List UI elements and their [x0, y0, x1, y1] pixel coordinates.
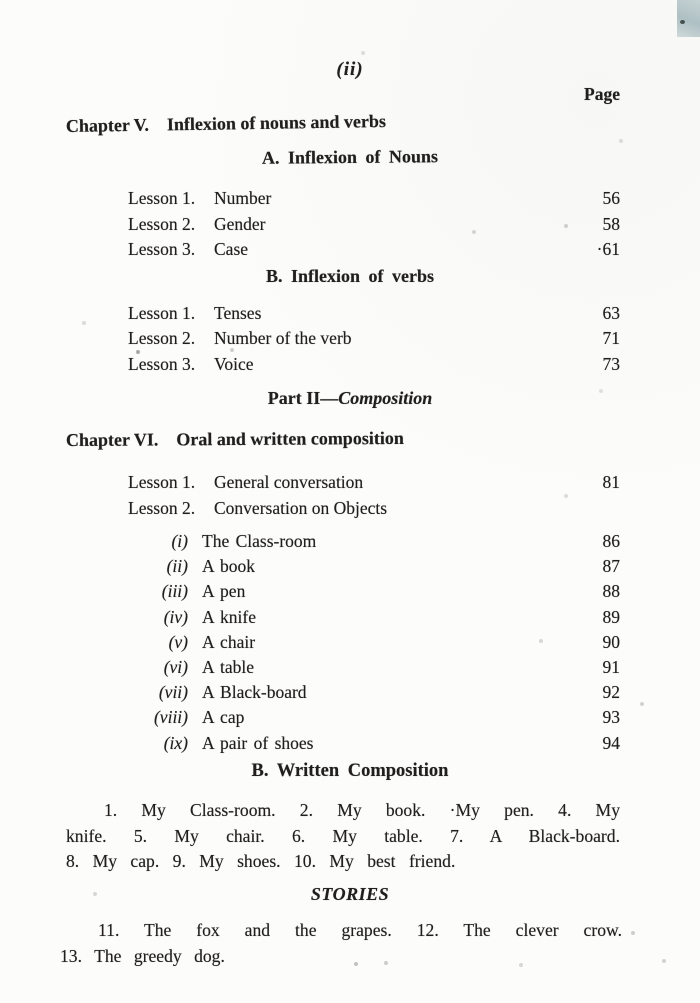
paragraph-line: 13. The greedy dog.	[60, 946, 225, 967]
lesson-page-number: 58	[602, 213, 620, 234]
item-roman-numeral: (iv)	[163, 606, 188, 627]
toc-row	[0, 705, 700, 730]
lesson-title: Case	[214, 239, 249, 259]
lesson-title: Conversation on Objects	[214, 497, 388, 518]
toc-row	[0, 470, 700, 496]
folio-number: (ii)	[336, 59, 364, 80]
chapter-5-heading	[0, 107, 700, 136]
section-b-heading: B. Inflexion of verbs	[265, 265, 434, 286]
lesson-label: Lesson 3.	[128, 239, 196, 259]
item-roman-numeral: (vi)	[163, 657, 188, 678]
part-2-prefix: Part II—	[267, 388, 339, 408]
part-2-title: Composition	[338, 388, 433, 408]
lesson-page-number: 63	[602, 302, 620, 323]
item-title: A pen	[202, 581, 246, 602]
chapter-5-title: Inflexion of nouns and verbs	[166, 110, 387, 135]
lesson-label: Lesson 2.	[128, 497, 196, 518]
lesson-page-number: 56	[602, 188, 620, 208]
item-title: A cap	[202, 707, 245, 728]
item-title: A Black-board	[202, 682, 307, 703]
item-title: A book	[202, 556, 256, 577]
lesson-label: Lesson 1.	[128, 472, 196, 492]
item-page-number: 86	[602, 531, 620, 551]
chapter-6-title: Oral and written composition	[176, 427, 404, 450]
item-roman-numeral: (i)	[171, 531, 188, 551]
toc-row	[0, 301, 700, 327]
toc-row	[0, 605, 700, 630]
lesson-page-number: 73	[602, 353, 620, 374]
item-roman-numeral: (iii)	[161, 581, 188, 602]
item-page-number: 93	[602, 707, 620, 728]
written-composition-heading: B. Written Composition	[251, 760, 449, 781]
item-title: The Class-room	[202, 531, 317, 551]
item-title: A chair	[202, 631, 256, 652]
lesson-label: Lesson 1.	[128, 188, 196, 208]
chapter-6-label: Chapter VI.	[65, 429, 159, 450]
paragraph-line: knife. 5. My chair. 6. My table. 7. A Black-board.	[66, 825, 620, 846]
toc-row	[0, 630, 700, 655]
chapter-6-heading	[0, 427, 700, 449]
item-roman-numeral: (v)	[168, 631, 188, 652]
item-roman-numeral: (ii)	[166, 556, 188, 577]
lesson-title: General conversation	[214, 472, 364, 492]
lesson-label: Lesson 2.	[128, 328, 196, 348]
toc-row	[0, 554, 700, 579]
stories-paragraph	[0, 918, 700, 970]
lesson-title: Voice	[214, 353, 254, 374]
toc-row	[0, 731, 700, 756]
toc-row	[0, 212, 700, 238]
toc-row	[0, 579, 700, 604]
paragraph-line: 8. My cap. 9. My shoes. 10. My best friend.	[66, 851, 456, 872]
lesson-page-number: ·61	[596, 239, 620, 259]
toc-row	[0, 186, 700, 212]
page-column-header: Page	[584, 84, 620, 104]
lesson-label: Lesson 2.	[128, 213, 196, 234]
item-roman-numeral: (ix)	[163, 732, 188, 753]
stories-heading: STORIES	[310, 884, 390, 905]
item-roman-numeral: (vii)	[158, 682, 188, 703]
item-title: A knife	[202, 606, 257, 627]
item-page-number: 94	[602, 732, 620, 753]
item-title: A table	[202, 657, 255, 678]
item-page-number: 92	[602, 682, 620, 703]
item-page-number: 91	[602, 657, 620, 678]
toc-row	[0, 655, 700, 680]
toc-row	[0, 496, 700, 522]
toc-row	[0, 529, 700, 554]
lesson-page-number: 81	[602, 472, 620, 492]
lesson-label: Lesson 3.	[128, 353, 196, 374]
part-2-heading	[0, 389, 700, 407]
objects-list	[0, 529, 700, 756]
chapter-6-lesson-list	[0, 470, 700, 521]
paragraph-line: 1. My Class-room. 2. My book. ·My pen. 4. My	[104, 799, 620, 820]
written-composition-paragraph	[0, 798, 700, 875]
item-roman-numeral: (viii)	[153, 707, 188, 728]
lesson-title: Tenses	[214, 302, 262, 323]
toc-row	[0, 680, 700, 705]
lesson-title: Number	[214, 188, 272, 208]
lesson-label: Lesson 1.	[128, 302, 196, 323]
lesson-title: Number of the verb	[214, 328, 352, 348]
item-page-number: 87	[602, 556, 620, 577]
toc-row	[0, 352, 700, 378]
chapter-5-label: Chapter V.	[65, 114, 150, 136]
section-b-lesson-list	[0, 301, 700, 378]
toc-row	[0, 237, 700, 263]
section-a-lesson-list	[0, 186, 700, 263]
paragraph-line: 11. The fox and the grapes. 12. The clever crow.	[98, 920, 622, 941]
item-page-number: 88	[602, 581, 620, 602]
item-title: A pair of shoes	[202, 732, 314, 753]
lesson-title: Gender	[214, 213, 266, 234]
toc-row	[0, 326, 700, 352]
lesson-page-number: 71	[602, 328, 620, 348]
section-a-heading: A. Inflexion of Nouns	[261, 146, 439, 168]
item-page-number: 90	[602, 631, 620, 652]
item-page-number: 89	[602, 606, 620, 627]
